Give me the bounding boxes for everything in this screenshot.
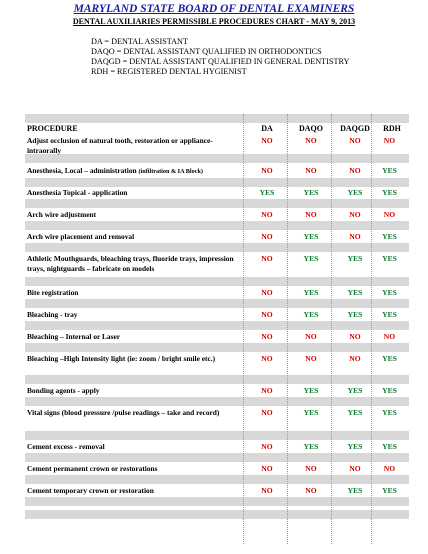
daqo-cell: NO [305,332,317,341]
daqo-cell: NO [305,136,317,145]
row-separator-band [25,497,409,506]
row-separator-band [25,199,409,208]
procedures-table [25,114,409,544]
procedure-label: Adjust occlusion of natural tooth, restoration or appliance- intraorally [27,136,213,155]
column-header-procedure: PROCEDURE [27,124,78,133]
procedure-note: (infiltration & IA Block) [138,168,203,175]
da-cell: NO [261,254,273,263]
rdh-cell: YES [382,386,397,395]
daqo-cell: YES [303,386,319,395]
row-separator-band [25,343,409,352]
daqo-cell: YES [303,188,319,197]
row-separator-band [25,221,409,230]
rdh-cell: YES [382,288,397,297]
daqgd-cell: YES [347,486,363,495]
procedure-cell [27,332,239,342]
daqgd-cell: NO [349,136,361,145]
daqgd-cell: YES [347,442,363,451]
row-separator-band [25,178,409,187]
procedure-label: Arch wire adjustment [27,210,97,219]
procedure-cell [27,354,239,364]
legend-entry: DA = DENTAL ASSISTANT [91,37,188,46]
column-header-daqgd: DAQGD [340,124,370,133]
procedure-cell [27,386,239,396]
document-title: MARYLAND STATE BOARD OF DENTAL EXAMINERS [73,3,355,15]
daqo-cell: YES [303,442,319,451]
procedure-cell [27,136,239,155]
row-separator-band [25,431,409,440]
rdh-cell: YES [382,254,397,263]
rdh-cell: YES [382,442,397,451]
procedure-label: Arch wire placement and removal [27,232,135,241]
header-band [25,114,409,123]
da-cell: NO [261,464,273,473]
procedure-label: Bleaching –High Intensity light (ie: zoom / bright smile etc.) [27,354,216,363]
legend-entry: DAQGD = DENTAL ASSISTANT QUALIFIED IN GENERAL DENTISTRY [91,57,350,66]
procedure-label: Anesthesia, Local – administration [27,166,137,175]
procedure-label: Cement excess - removal [27,442,105,451]
row-separator-band [25,475,409,484]
da-cell: NO [261,486,273,495]
row-separator-band [25,397,409,406]
row-separator-band [25,453,409,462]
column-header-da: DA [261,124,273,133]
procedure-label: Cement temporary crown or restoration [27,486,154,495]
rdh-cell: NO [383,210,396,219]
procedure-cell [27,442,239,452]
row-separator-band [25,299,409,308]
procedure-cell [27,166,239,177]
procedure-cell [27,288,239,298]
da-cell: YES [259,188,275,197]
daqo-cell: YES [303,310,319,319]
row-separator-band [25,243,409,252]
procedure-label: Vital signs (blood pressure /pulse readings – take and record) [27,408,220,417]
da-cell: NO [261,354,273,363]
document-subtitle: DENTAL AUXILIARIES PERMISSIBLE PROCEDURES CHART - MAY 9, 2013 [72,17,356,26]
column-divider [243,114,244,544]
procedure-label: Bleaching – Internal or Laser [27,332,121,341]
procedure-label: Athletic Mouthguards, bleaching trays, fluoride trays, impression trays, nightguards – fabricate on models [27,254,234,273]
daqgd-cell: NO [349,166,361,175]
da-cell: NO [261,408,273,417]
daqo-cell: YES [303,254,319,263]
daqgd-cell: NO [349,210,361,219]
da-cell: NO [261,232,273,241]
da-cell: NO [261,166,273,175]
row-separator-band [25,375,409,384]
procedure-cell [27,232,239,242]
rdh-cell: NO [383,332,396,341]
rdh-cell: YES [382,166,397,175]
daqgd-cell: NO [349,332,361,341]
column-divider [331,114,332,544]
procedure-cell [27,188,239,198]
rdh-cell: YES [382,486,397,495]
daqo-cell: NO [305,354,317,363]
daqo-cell: YES [303,408,319,417]
daqo-cell: NO [305,166,317,175]
rdh-cell: YES [382,354,397,363]
daqo-cell: YES [303,288,319,297]
procedure-cell [27,464,239,474]
rdh-cell: NO [383,464,396,473]
da-cell: NO [261,386,273,395]
row-separator-band [25,321,409,330]
procedure-label: Cement permanent crown or restorations [27,464,158,473]
daqgd-cell: YES [347,254,363,263]
column-divider [287,114,288,544]
legend-entry: RDH = REGISTERED DENTAL HYGIENIST [91,67,247,76]
da-cell: NO [261,310,273,319]
procedure-label: Anesthesia Topical - application [27,188,128,197]
da-cell: NO [261,332,273,341]
rdh-cell: YES [382,310,397,319]
da-cell: NO [261,210,273,219]
daqgd-cell: NO [349,232,361,241]
daqo-cell: NO [305,210,317,219]
daqgd-cell: YES [347,408,363,417]
rdh-cell: YES [382,408,397,417]
daqgd-cell: YES [347,310,363,319]
da-cell: NO [261,442,273,451]
procedure-cell [27,254,239,273]
daqgd-cell: YES [347,386,363,395]
abbreviation-legend [91,37,349,77]
rdh-cell: YES [382,188,397,197]
column-header-daqo: DAQO [299,124,323,133]
procedure-label: Bonding agents - apply [27,386,100,395]
daqo-cell: NO [305,486,317,495]
procedure-cell [27,310,239,320]
rdh-cell: YES [382,232,397,241]
procedure-cell [27,408,239,418]
row-separator-band [25,510,409,519]
column-divider [371,114,372,544]
legend-entry: DAQO = DENTAL ASSISTANT QUALIFIED IN ORTHODONTICS [91,47,322,56]
daqgd-cell: NO [349,464,361,473]
da-cell: NO [261,288,273,297]
procedure-label: Bleaching - tray [27,310,78,319]
da-cell: NO [261,136,273,145]
row-separator-band [25,154,409,163]
column-header-rdh: RDH [383,124,401,133]
procedure-label: Bite registration [27,288,79,297]
daqo-cell: YES [303,232,319,241]
procedure-cell [27,486,239,496]
daqgd-cell: NO [349,354,361,363]
daqgd-cell: YES [347,288,363,297]
procedure-cell [27,210,239,220]
row-separator-band [25,277,409,286]
daqgd-cell: YES [347,188,363,197]
rdh-cell: NO [383,136,396,145]
daqo-cell: NO [305,464,317,473]
